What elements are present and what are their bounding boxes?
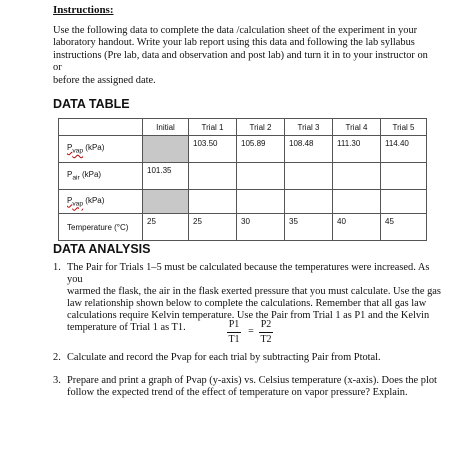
item-text	[67, 352, 447, 364]
table-row-ptotal	[59, 136, 427, 163]
label-unit: (kPa)	[79, 170, 102, 180]
item-line: follow the expected trend of the effect of temperature on vapor pressure? Explain.	[67, 387, 408, 398]
header-cell-trial-3: Trial 3	[285, 119, 333, 136]
table-cell: 111.30	[333, 136, 381, 163]
label-subscript: vap	[72, 147, 84, 155]
instructions-text	[53, 25, 433, 87]
instructions-line: laboratory handout. Write your lab report using this data and following the lab syllabus	[53, 37, 415, 49]
row-label-ptotal	[59, 136, 143, 163]
fraction-bar	[227, 332, 241, 333]
formula-equals: =	[248, 326, 254, 337]
table-cell	[333, 190, 381, 214]
table-cell: 108.48	[285, 136, 333, 163]
item-line: Calculate and record the Pvap for each trial by subtracting Pair from Ptotal.	[67, 352, 381, 363]
table-cell	[237, 190, 285, 214]
table-cell	[333, 163, 381, 190]
table-cell: 105.89	[237, 136, 285, 163]
table-cell	[285, 190, 333, 214]
label-unit: (kPa)	[83, 143, 105, 153]
table-cell-shaded	[143, 190, 189, 214]
row-label-pair	[59, 163, 143, 190]
table-cell: 35	[285, 214, 333, 241]
header-cell-trial-5: Trial 5	[381, 119, 427, 136]
data-table	[58, 118, 427, 241]
table-header-row	[59, 119, 427, 136]
instructions-heading: Instructions:	[53, 4, 114, 16]
item-line: The Pair for Trials 1–5 must be calculated because the temperatures were increased. As you	[67, 262, 430, 285]
label-main: P	[67, 170, 73, 180]
instructions-line: instructions (Pre lab, data and observation and post lab) and turn it in to your instructor on or	[53, 49, 428, 74]
row-label-temperature	[59, 214, 143, 241]
label-subscript: vap	[72, 200, 84, 208]
label-main: Temperature (°C)	[67, 222, 129, 232]
item-line: law relationship shown below to complete the calculations. Remember that all gas law	[67, 298, 427, 309]
item-line: warmed the flask, the air in the flask exerted pressure that you must calculate. Use the gas	[67, 286, 441, 297]
table-cell-shaded	[143, 136, 189, 163]
table-cell	[237, 163, 285, 190]
table-cell: 30	[237, 214, 285, 241]
table-cell	[285, 163, 333, 190]
table-row-temperature	[59, 214, 427, 241]
table-cell: 25	[189, 214, 237, 241]
item-number: 1.	[53, 262, 61, 273]
data-analysis-title: DATA ANALYSIS	[53, 242, 151, 256]
instructions-line: before the assigned date.	[53, 74, 156, 86]
item-number: 2.	[53, 352, 61, 363]
gas-law-formula	[227, 319, 275, 349]
table-cell	[189, 190, 237, 214]
label-main: P	[67, 143, 73, 153]
item-line: calculations require Kelvin temperature. Use the Pair from Trial 1 as P1 and the Kelvin	[67, 310, 430, 321]
data-table-title: DATA TABLE	[53, 97, 130, 111]
table-row-pair	[59, 163, 427, 190]
item-number: 3.	[53, 375, 61, 386]
label-subscript: air	[72, 174, 80, 182]
instructions-line: Use the following data to complete the data /calculation sheet of the experiment in your	[53, 25, 418, 36]
formula-p1: P1	[228, 319, 240, 330]
table-row-pvap	[59, 190, 427, 214]
item-line: Prepare and print a graph of Pvap (y-axis) vs. Celsius temperature (x-axis). Does the plot	[67, 375, 437, 386]
formula-t1: T1	[228, 334, 240, 345]
table-cell: 101.35	[143, 163, 189, 190]
header-cell-initial: Initial	[143, 119, 189, 136]
formula-t2: T2	[260, 334, 272, 345]
table-cell: 45	[381, 214, 427, 241]
item-line: temperature of Trial 1 as T1.	[67, 322, 186, 333]
label-main: P	[67, 195, 73, 205]
fraction-bar	[259, 332, 273, 333]
header-cell-trial-4: Trial 4	[333, 119, 381, 136]
table-cell: 40	[333, 214, 381, 241]
header-cell-trial-1: Trial 1	[189, 119, 237, 136]
table-cell: 103.50	[189, 136, 237, 163]
table-cell	[381, 190, 427, 214]
table-cell	[381, 163, 427, 190]
table-cell: 25	[143, 214, 189, 241]
row-label-pvap	[59, 190, 143, 214]
header-cell-blank	[59, 119, 143, 136]
table-cell: 114.40	[381, 136, 427, 163]
table-cell	[189, 163, 237, 190]
label-unit: (kPa)	[83, 195, 105, 205]
item-text	[67, 375, 447, 399]
header-cell-trial-2: Trial 2	[237, 119, 285, 136]
formula-p2: P2	[260, 319, 272, 330]
